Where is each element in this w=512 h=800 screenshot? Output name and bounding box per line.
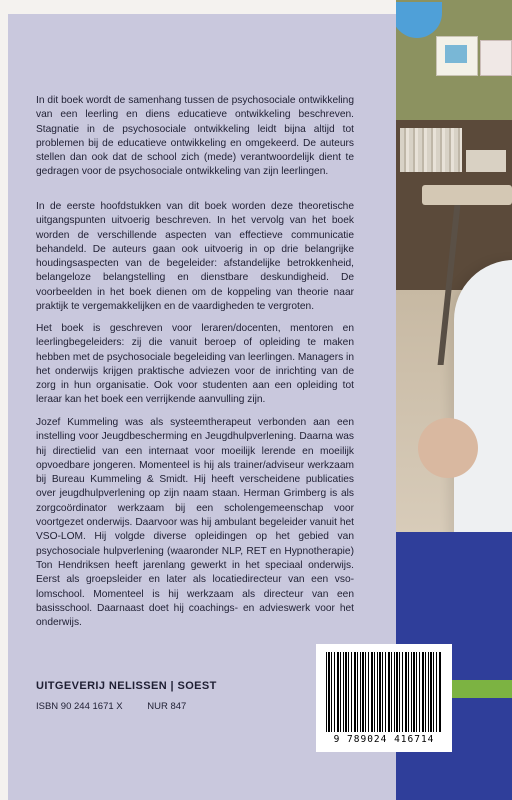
wall-poster [436,36,478,76]
isbn-number: ISBN 90 244 1671 X [36,701,123,712]
isbn-line [36,701,208,712]
publisher-name: UITGEVERIJ NELISSEN | SOEST [36,680,217,692]
nur-code: NUR 847 [147,701,187,712]
authors-paragraph: Jozef Kummeling was als systeemtherapeut verbonden aan een instelling voor Jeugdbescherming en Jeugdhulpverlening. Daarna was hij directielid van een internaat voor moeilijk lerende en moeilijk opvoedbare jongeren. Momenteel is hij als trainer/adviseur werkzaam bij Bureau Kummeling & Smidt. Hij heeft verscheidene publicaties over jeugdhulpverlening op zijn naam staan. Herman Grimberg is als zorgcoördinator werkzaam bij een scholengemeenschap voor voortgezet onderwijs. Daarvoor was hij ambulant begeleider vanuit het VSO-LOM. Hij volgde diverse opleidingen op het gebied van psychosociale hulpverlening (waaronder NLP, RET en Hypnotherapie) Ton Hendriksen heeft jarenlang gewerkt in het speciaal onderwijs. Eerst als groepsleider en later als locatiedirecteur van een vso-lomschool. Momenteel is hij werkzaam als directeur van een basisschool. Daarnaast doet hij coachings- en advieswerk voor het onderwijs. [36,417,354,629]
classroom-photo [396,0,512,540]
chair-seat [422,185,512,205]
audience-paragraph: Het boek is geschreven voor leraren/docenten, mentoren en leerlingbegeleiders: zij die vanuit beroep of opleiding te maken hebben met de psychosociale begeleiding van leerlingen. Managers in het onderwijs krijgen praktische adviezen voor de inrichting van de zorg in hun organisatie. Ook voor studenten aan een opleiding tot leraar kan het boek een verrijkende aanvulling zijn. [36,323,354,406]
shelf-books-right [466,150,506,172]
content-paragraph: In de eerste hoofdstukken van dit boek worden deze theoretische uitgangspunten uitvoerig beschreven. In het vervolg van het boek worden de verschillende aspecten van effectieve communicatie behandeld. De auteurs gaan ook uitvoerig in op drie belangrijke houdingsaspecten van de begeleider: afstandelijke betrokkenheid, belangeloze belangstelling en dienstbare deskundigheid. De voorbeelden in het boek dienen om de koppeling van theorie naar praktijk te vergemakkelijken en de vaardigheden te vergroten. [36,201,354,313]
wall-poster-right [480,40,512,76]
person-hand [418,418,478,478]
barcode-bars [326,652,442,732]
barcode [316,644,452,752]
person-shirt [454,260,512,540]
shelf-books [400,128,462,172]
barcode-number: 9 789024 416714 [333,734,435,745]
intro-paragraph: In dit boek wordt de samenhang tussen de psychosociale ontwikkeling van een leerling en diens educatieve ontwikkeling beschreven. Stagnatie in de psychosociale ontwikkeling leidt bijna altijd tot problemen bij de educatieve ontwikkeling en omgekeerd. De auteurs stellen dan ook dat de school zich (mede) verantwoordelijk dient te gedragen voor de psychosociale ontwikkeling van zijn leerlingen. [36,95,354,178]
